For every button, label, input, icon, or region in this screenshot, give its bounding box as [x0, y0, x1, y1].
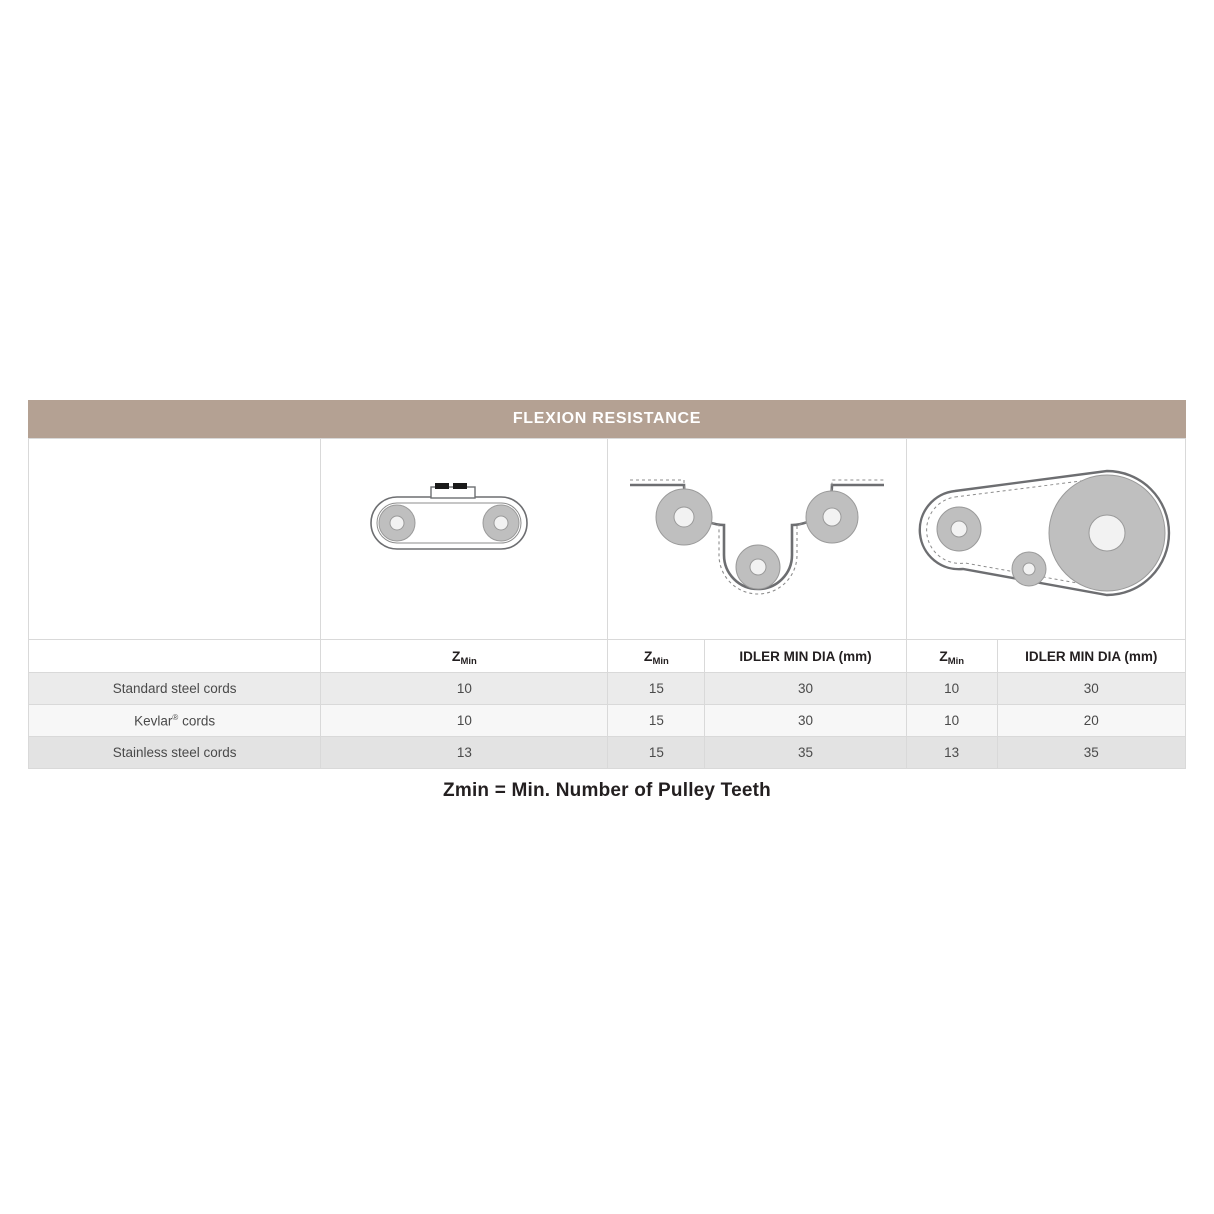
z-subscript: Min: [652, 656, 669, 667]
subheader-group-b-zmin: [608, 640, 705, 673]
subheader-group-c-idler-dia: IDLER MIN DIA (mm): [997, 640, 1186, 673]
illustration-simple-drive: [321, 439, 608, 640]
subheader-row: [29, 640, 1186, 673]
z-symbol: Z: [451, 648, 461, 664]
illustration-cell-empty: [29, 439, 321, 640]
z-subscript: Min: [947, 656, 965, 667]
cell-group-c-idler-dia: 20: [997, 705, 1186, 737]
row-label-text: Kevlar: [134, 713, 173, 729]
reverse-bend-idler-diagram: [622, 447, 892, 632]
cell-group-b-zmin: 15: [608, 737, 705, 769]
registered-mark: ®: [172, 712, 179, 722]
cell-group-a-zmin: 10: [321, 673, 608, 705]
row-label: Stainless steel cords: [29, 737, 321, 769]
two-pulley-belt-diagram: [349, 449, 579, 629]
subheader-group-a-zmin: [321, 640, 608, 673]
cell-group-b-zmin: 15: [608, 673, 705, 705]
cell-group-c-zmin: 10: [906, 705, 997, 737]
subheader-cell-empty: [29, 640, 321, 673]
illustration-multi-pulley: [906, 439, 1185, 640]
table-row: [29, 673, 1186, 705]
illustration-row: [29, 439, 1186, 640]
z-symbol: Z: [643, 648, 653, 664]
cell-group-c-idler-dia: 35: [997, 737, 1186, 769]
page-title: FLEXION RESISTANCE: [512, 410, 702, 427]
z-symbol: Z: [939, 648, 948, 664]
cell-group-c-idler-dia: 30: [997, 673, 1186, 705]
row-label-suffix: cords: [178, 713, 216, 729]
subheader-group-c-zmin: [906, 640, 997, 673]
multi-pulley-drive-diagram: [911, 447, 1181, 632]
flexion-resistance-table: [28, 438, 1186, 769]
table-row: [29, 737, 1186, 769]
cell-group-c-zmin: 10: [906, 673, 997, 705]
row-label: [29, 705, 321, 737]
cell-group-b-idler-dia: 30: [705, 673, 907, 705]
cell-group-b-idler-dia: 30: [705, 705, 907, 737]
cell-group-a-zmin: 13: [321, 737, 608, 769]
table-title-bar: [28, 400, 1186, 438]
cell-group-b-zmin: 15: [608, 705, 705, 737]
subheader-group-b-idler-dia: IDLER MIN DIA (mm): [705, 640, 907, 673]
cell-group-a-zmin: 10: [321, 705, 608, 737]
row-label: Standard steel cords: [29, 673, 321, 705]
flexion-resistance-table-block: [28, 400, 1186, 801]
cell-group-c-zmin: 13: [906, 737, 997, 769]
illustration-reverse-bend: [608, 439, 906, 640]
table-row: [29, 705, 1186, 737]
cell-group-b-idler-dia: 35: [705, 737, 907, 769]
z-subscript: Min: [460, 656, 477, 667]
table-caption: Zmin = Min. Number of Pulley Teeth: [443, 780, 771, 801]
